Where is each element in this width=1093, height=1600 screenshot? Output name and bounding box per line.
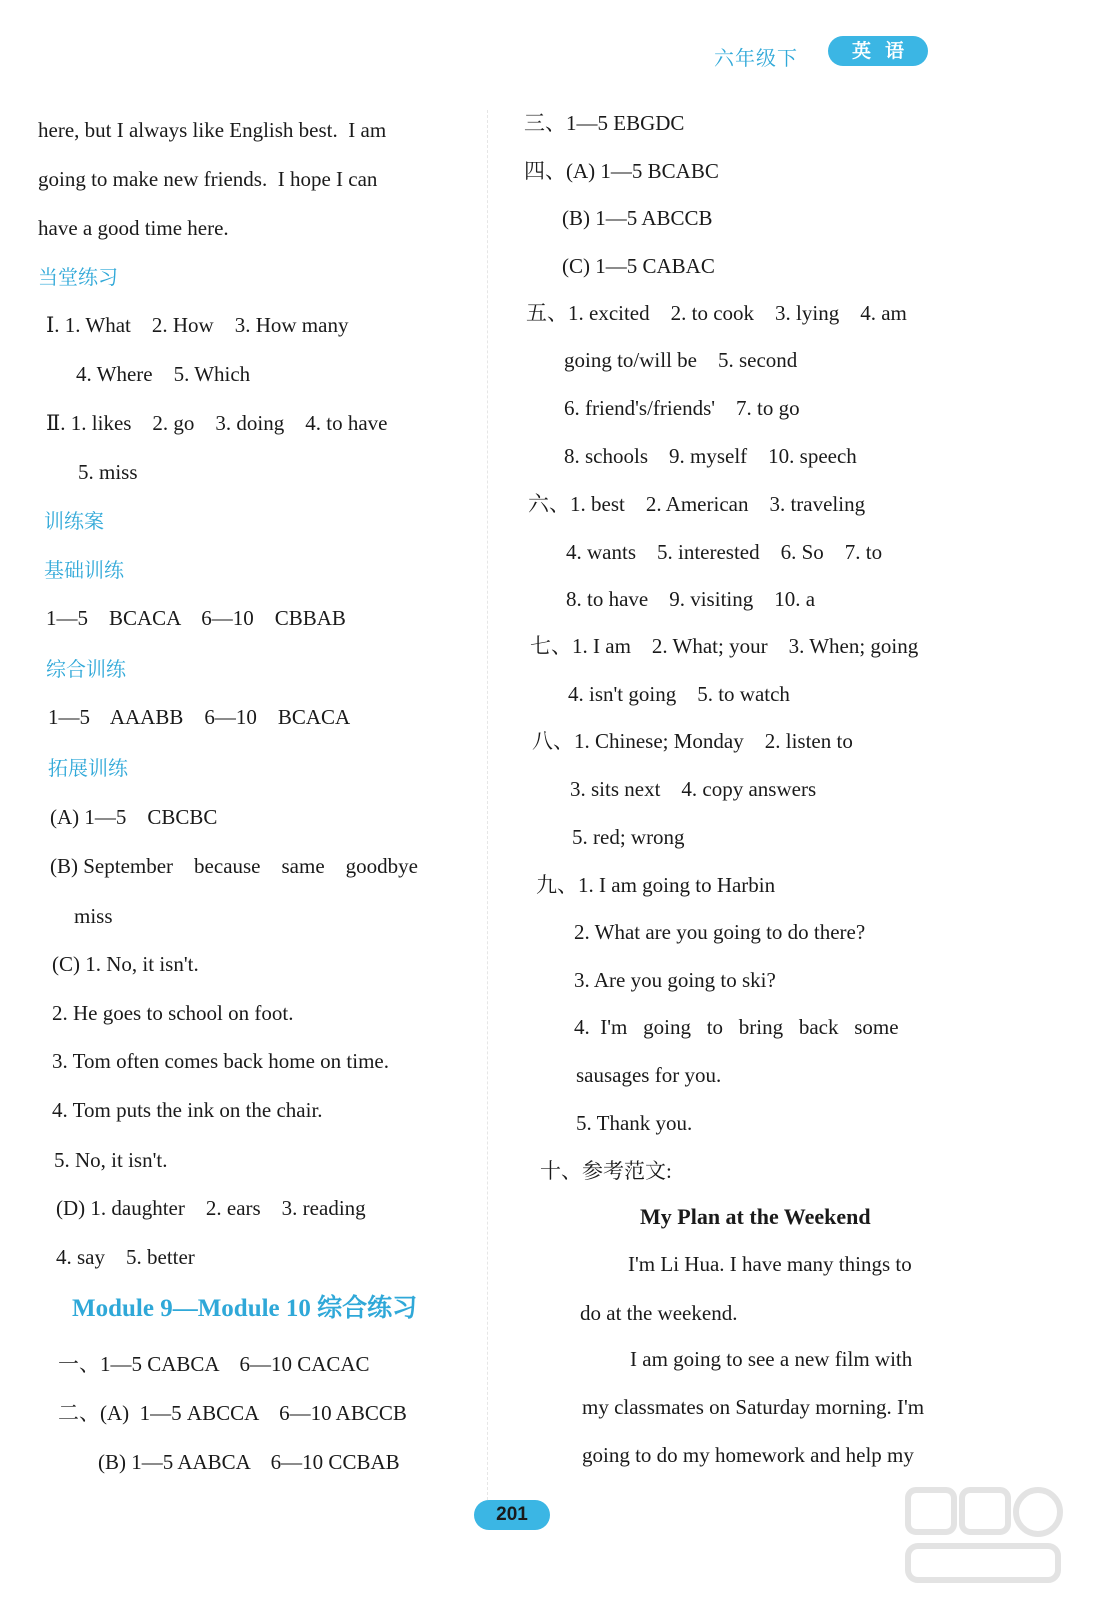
column-divider bbox=[487, 110, 488, 1510]
text-line: have a good time here. bbox=[38, 216, 229, 240]
answer-line: 1—5 BCACA 6—10 CBBAB bbox=[46, 606, 346, 630]
answer-line: 4. Tom puts the ink on the chair. bbox=[52, 1098, 323, 1122]
answer-line: (D) 1. daughter 2. ears 3. reading bbox=[56, 1196, 366, 1220]
answer-line: (B) September because same goodbye bbox=[50, 854, 418, 878]
answer-line: (C) 1—5 CABAC bbox=[562, 254, 715, 278]
answer-line: 4. isn't going 5. to watch bbox=[568, 682, 790, 706]
section-heading: 拓展训练 bbox=[48, 756, 128, 780]
answer-line: 3. sits next 4. copy answers bbox=[570, 777, 817, 801]
section-heading: 基础训练 bbox=[44, 558, 124, 582]
answer-line: going to/will be 5. second bbox=[564, 348, 798, 372]
answer-line: 3. Tom often comes back home on time. bbox=[52, 1049, 389, 1073]
subject-badge: 英语 bbox=[828, 36, 928, 66]
essay-line: I am going to see a new film with bbox=[630, 1347, 913, 1371]
answer-line: 4. Where 5. Which bbox=[76, 362, 251, 386]
watermark-logo bbox=[900, 1480, 1070, 1590]
module-heading: Module 9—Module 10 综合练习 bbox=[72, 1295, 418, 1322]
answer-line: (C) 1. No, it isn't. bbox=[52, 952, 199, 976]
answer-line: (B) 1—5 AABCA 6—10 CCBAB bbox=[98, 1450, 400, 1474]
answer-line: sausages for you. bbox=[576, 1063, 722, 1087]
answer-line: 2. What are you going to do there? bbox=[574, 920, 866, 944]
section-heading: 训练案 bbox=[44, 509, 104, 533]
essay-title: My Plan at the Weekend bbox=[640, 1204, 871, 1229]
answer-line: 4. say 5. better bbox=[56, 1245, 195, 1269]
grade-label: 六年级下 bbox=[714, 46, 798, 70]
answer-line: (B) 1—5 ABCCB bbox=[562, 206, 713, 230]
answer-line: 4. wants 5. interested 6. So 7. to bbox=[566, 540, 883, 564]
text-line: here, but I always like English best. I am bbox=[38, 118, 387, 142]
page-header bbox=[700, 36, 960, 72]
answer-line: Ⅱ. 1. likes 2. go 3. doing 4. to have bbox=[46, 411, 388, 435]
essay-line: do at the weekend. bbox=[580, 1301, 738, 1325]
answer-line: 5. miss bbox=[78, 460, 138, 484]
answer-line: miss bbox=[74, 904, 113, 928]
answer-line: 5. No, it isn't. bbox=[54, 1148, 168, 1172]
answer-line: (A) 1—5 CBCBC bbox=[50, 805, 218, 829]
section-heading: 当堂练习 bbox=[38, 265, 118, 289]
answer-line: 九、1. I am going to Harbin bbox=[536, 873, 776, 897]
answer-line: 五、1. excited 2. to cook 3. lying 4. am bbox=[526, 301, 907, 325]
section-heading: 综合训练 bbox=[46, 657, 126, 681]
answer-line: 十、参考范文: bbox=[540, 1159, 672, 1183]
answer-line: 七、1. I am 2. What; your 3. When; going bbox=[530, 634, 919, 658]
answer-line: 一、1—5 CABCA 6—10 CACAC bbox=[58, 1352, 370, 1376]
answer-line: 2. He goes to school on foot. bbox=[52, 1001, 294, 1025]
essay-line: I'm Li Hua. I have many things to bbox=[628, 1252, 912, 1276]
answer-line: 三、1—5 EBGDC bbox=[524, 111, 685, 135]
answer-line: 二、(A) 1—5 ABCCA 6—10 ABCCB bbox=[58, 1401, 407, 1425]
answer-line: 8. to have 9. visiting 10. a bbox=[566, 587, 816, 611]
answer-line: 六、1. best 2. American 3. traveling bbox=[528, 492, 866, 516]
essay-line: my classmates on Saturday morning. I'm bbox=[582, 1395, 925, 1419]
page-number: 201 bbox=[474, 1500, 550, 1530]
answer-line: 5. Thank you. bbox=[576, 1111, 693, 1135]
answer-line: 八、1. Chinese; Monday 2. listen to bbox=[532, 729, 853, 753]
answer-line: Ⅰ. 1. What 2. How 3. How many bbox=[46, 313, 349, 337]
answer-line: 8. schools 9. myself 10. speech bbox=[564, 444, 857, 468]
answer-line: 6. friend's/friends' 7. to go bbox=[564, 396, 800, 420]
answer-line: 4. I'm going to bring back some bbox=[574, 1015, 899, 1039]
essay-line: going to do my homework and help my bbox=[582, 1443, 914, 1467]
text-line: going to make new friends. I hope I can bbox=[38, 167, 378, 191]
answer-line: 3. Are you going to ski? bbox=[574, 968, 776, 992]
answer-line: 5. red; wrong bbox=[572, 825, 685, 849]
answer-line: 四、(A) 1—5 BCABC bbox=[524, 159, 719, 183]
answer-line: 1—5 AAABB 6—10 BCACA bbox=[48, 705, 351, 729]
